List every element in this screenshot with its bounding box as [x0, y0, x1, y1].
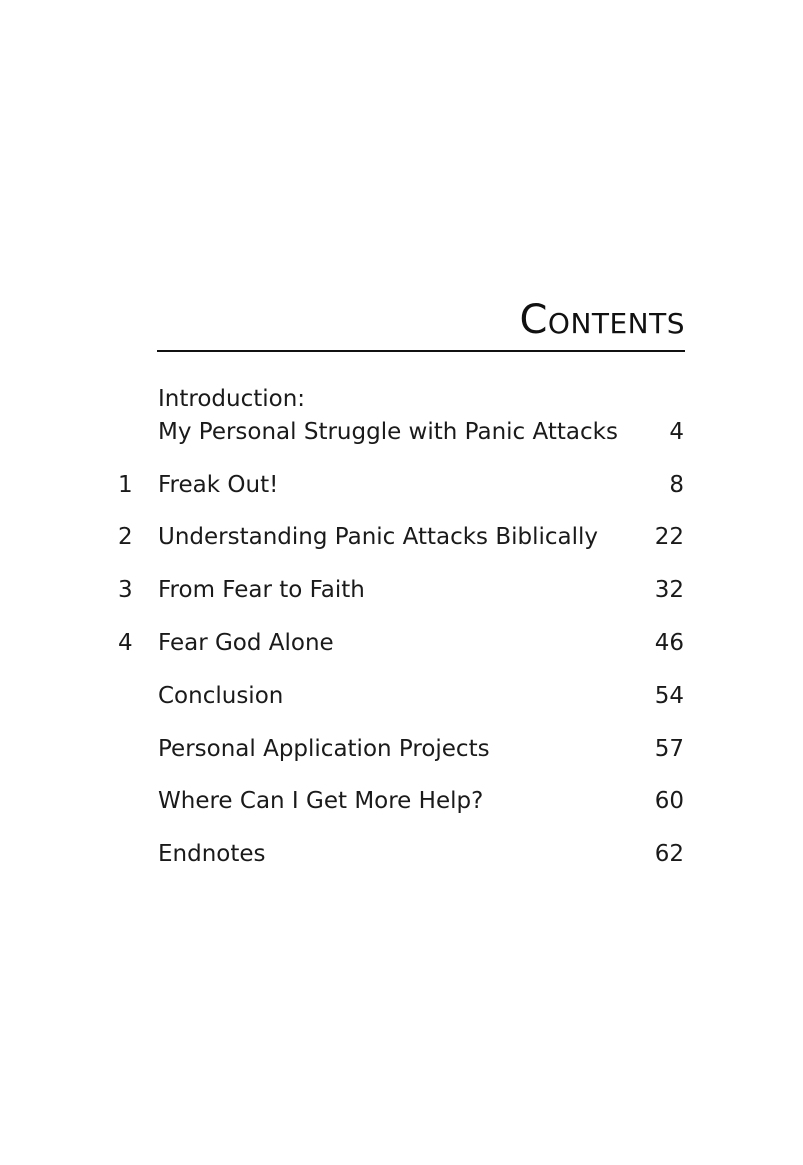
toc-entry-introduction[interactable]	[0, 415, 803, 449]
toc-entry-title: Understanding Panic Attacks Biblically	[158, 524, 599, 550]
toc-entry-page: 54	[654, 683, 684, 709]
toc-entry-number: 4	[118, 630, 133, 656]
toc-entry-title: Endnotes	[158, 841, 266, 867]
toc-entry-title: Freak Out!	[158, 472, 279, 498]
toc-entry-page: 62	[654, 841, 684, 867]
toc-entry-title: Fear God Alone	[158, 630, 334, 656]
toc-entry-page: 60	[654, 788, 684, 814]
heading-rule	[157, 350, 685, 352]
toc-entry-page: 46	[654, 630, 684, 656]
toc-entry-page: 4	[669, 419, 684, 445]
toc-entry-title: Personal Application Projects	[158, 736, 490, 762]
toc-entry-page: 32	[654, 577, 684, 603]
toc-entry-endnotes[interactable]	[0, 837, 803, 871]
toc-entry-page: 8	[669, 472, 684, 498]
toc-entry-title: Conclusion	[158, 683, 284, 709]
page-title: Contents	[519, 297, 685, 343]
toc-entry-application-projects[interactable]	[0, 732, 803, 766]
toc-entry-chapter-1[interactable]	[0, 468, 803, 502]
toc-entry-page: 57	[654, 736, 684, 762]
toc-entry-number: 2	[118, 524, 133, 550]
toc-entry-title: From Fear to Faith	[158, 577, 365, 603]
toc-entry-number: 1	[118, 472, 133, 498]
toc-entry-chapter-2[interactable]	[0, 520, 803, 554]
toc-entry-chapter-4[interactable]	[0, 626, 803, 660]
toc-entry-more-help[interactable]	[0, 784, 803, 818]
toc-entry-page: 22	[654, 524, 684, 550]
toc-entry-number: 3	[118, 577, 133, 603]
intro-label: Introduction:	[158, 386, 306, 412]
toc-entry-title: My Personal Struggle with Panic Attacks	[158, 419, 618, 445]
toc-entry-title: Where Can I Get More Help?	[158, 788, 484, 814]
toc-entry-conclusion[interactable]	[0, 679, 803, 713]
toc-entry-chapter-3[interactable]	[0, 573, 803, 607]
